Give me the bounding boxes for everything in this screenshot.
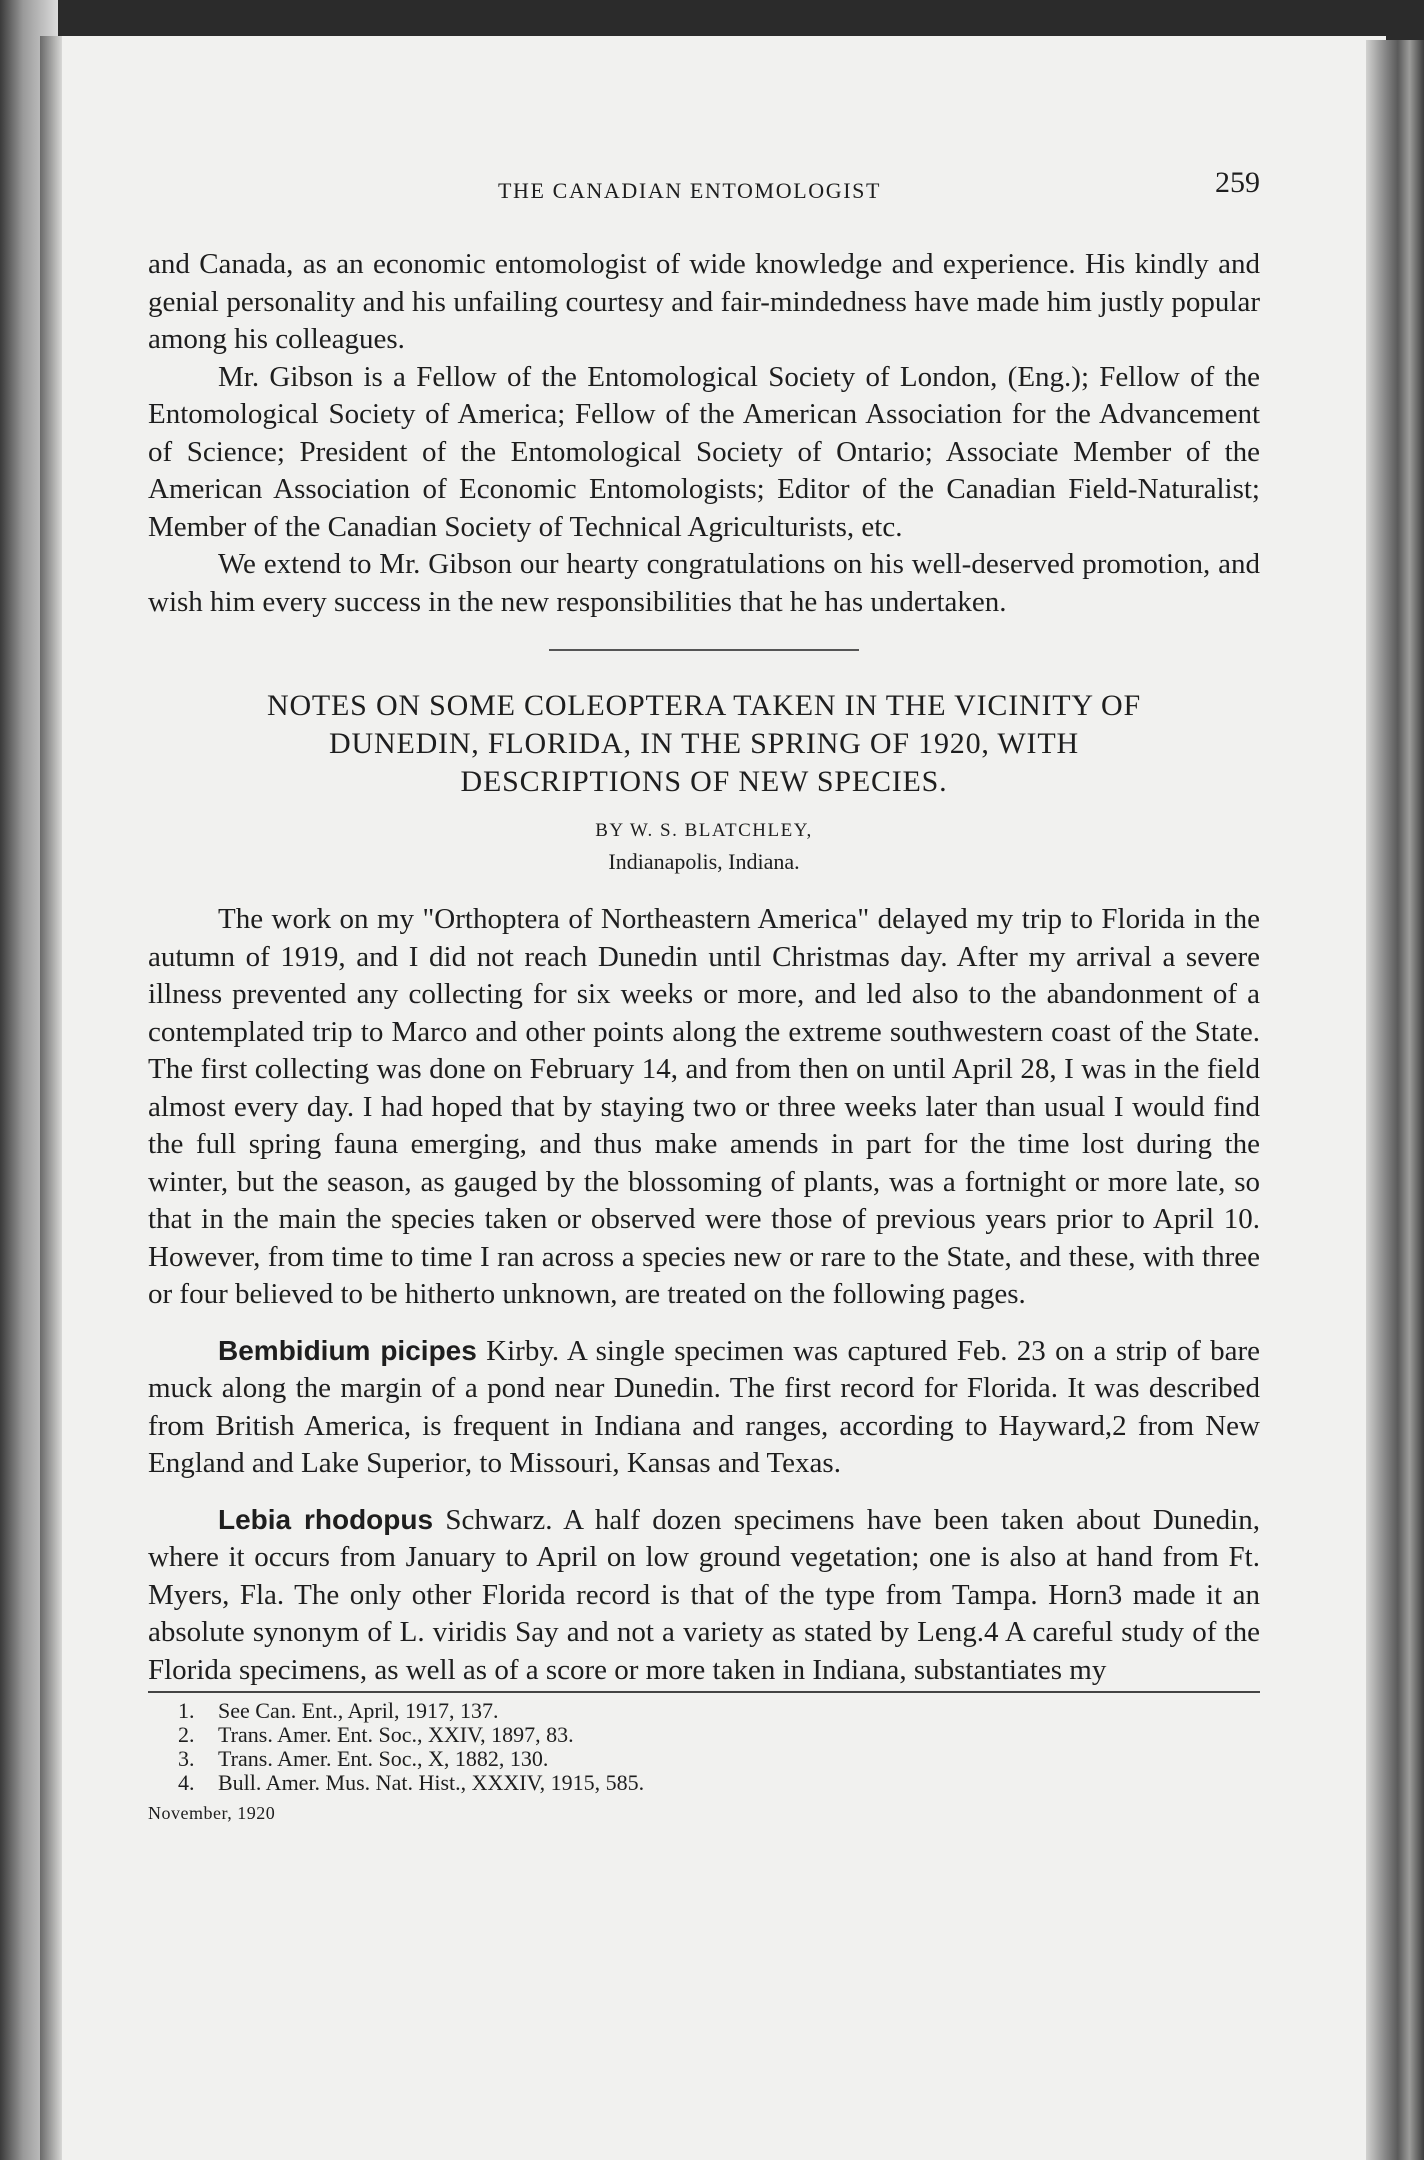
footnotes (148, 1699, 1260, 1795)
footnote (178, 1699, 1260, 1723)
footnote (178, 1771, 1260, 1795)
footnote (178, 1747, 1260, 1771)
species-name: Bembidium picipes (218, 1334, 477, 1366)
article-byline: BY W. S. BLATCHLEY, (595, 820, 813, 841)
footnote (178, 1723, 1260, 1747)
issue-date: November, 1920 (148, 1803, 276, 1823)
article-title-line: NOTES ON SOME COLEOPTERA TAKEN IN THE VICINITY OF (266, 689, 1141, 722)
article-title-line: DUNEDIN, FLORIDA, IN THE SPRING OF 1920, WITH (329, 727, 1079, 760)
footnote-number: 1. (178, 1698, 195, 1723)
running-header (148, 160, 1260, 203)
footnote-text: See Can. Ent., April, 1917, 137. (218, 1698, 499, 1723)
intro-paragraph: and Canada, as an economic entomologist of wide knowledge and experience. His kindly and genial personality and his unfailing courtesy and fair-mindedness have made him justly popular among his colleagues. (148, 248, 1260, 355)
page-content (148, 160, 1260, 1825)
running-title: THE CANADIAN ENTOMOLOGIST (498, 178, 882, 203)
page-number: 259 (1215, 166, 1260, 199)
article-body-paragraph: The work on my "Orthoptera of Northeastern America" delayed my trip to Florida in the autumn of 1919, and I did not reach Dunedin until Christmas day. After my arrival a severe illness prevented any collecting for six weeks or more, and led also to the abandonment of a contemplated trip to Marco and other points along the extreme southwestern coast of the State. The first collecting was done on February 14, and from then on until April 28, I was in the field almost every day. I had hoped that by staying two or three weeks later than usual I would find the full spring fauna emerging, and thus make amends in part for the time lost during the winter, but the season, as gauged by the blossoming of plants, was a fortnight or more late, so that in the main the species taken or observed were those of previous years prior to April 10. However, from time to time I ran across a species new or rare to the State, and these, with three or four believed to be hitherto unknown, are treated on the following pages. (148, 903, 1260, 1310)
intro-paragraph: We extend to Mr. Gibson our hearty congratulations on his well-deserved promotion, and wish him every success in the new responsibilities that he has undertaken. (148, 548, 1260, 618)
species-text: Kirby. A single specimen was captured Feb. 23 on a strip of bare muck along the margin of a pond near Dunedin. The first record for Florida. It was described from British America, is frequent in Indiana and ranges, according to Hayward,2 from New England and Lake Superior, to Missouri, Kansas and Texas. (148, 1334, 1260, 1479)
footnote-number: 2. (178, 1722, 195, 1747)
footnote-rule (148, 1691, 1260, 1693)
footnote-text: Bull. Amer. Mus. Nat. Hist., XXXIV, 1915, 585. (218, 1770, 645, 1795)
page-gutter-shadow (40, 36, 62, 2160)
species-entry (148, 1332, 1260, 1483)
article-affiliation: Indianapolis, Indiana. (608, 849, 800, 874)
section-divider (549, 649, 859, 651)
species-name: Lebia rhodopus (218, 1503, 434, 1535)
footnote-text: Trans. Amer. Ent. Soc., X, 1882, 130. (218, 1746, 549, 1771)
footnote-number: 3. (178, 1746, 195, 1771)
species-text: Schwarz. A half dozen specimens have been taken about Dunedin, where it occurs from January to April on low ground vegetation; one is also at hand from Ft. Myers, Fla. The only other Florida record is that of the type from Tampa. Horn3 made it an absolute synonym of L. viridis Say and not a variety as stated by Leng.4 A careful study of the Florida specimens, as well as of a score or more taken in Indiana, substantiates my (148, 1503, 1260, 1686)
article-title (148, 687, 1260, 801)
footnote-number: 4. (178, 1770, 195, 1795)
article-title-line: DESCRIPTIONS OF NEW SPECIES. (460, 765, 948, 798)
footnote-text: Trans. Amer. Ent. Soc., XXIV, 1897, 83. (218, 1722, 574, 1747)
page-stack-edge (1366, 40, 1424, 2160)
species-entry (148, 1501, 1260, 1690)
intro-paragraph: Mr. Gibson is a Fellow of the Entomological Society of London, (Eng.); Fellow of the Entomological Society of America; Fellow of the American Association for the Advancement of Science; President of the Entomological Society of Ontario; Associate Member of the American Association of Economic Entomologists; Editor of the Canadian Field-Naturalist; Member of the Canadian Society of Technical Agriculturists, etc. (148, 360, 1260, 543)
